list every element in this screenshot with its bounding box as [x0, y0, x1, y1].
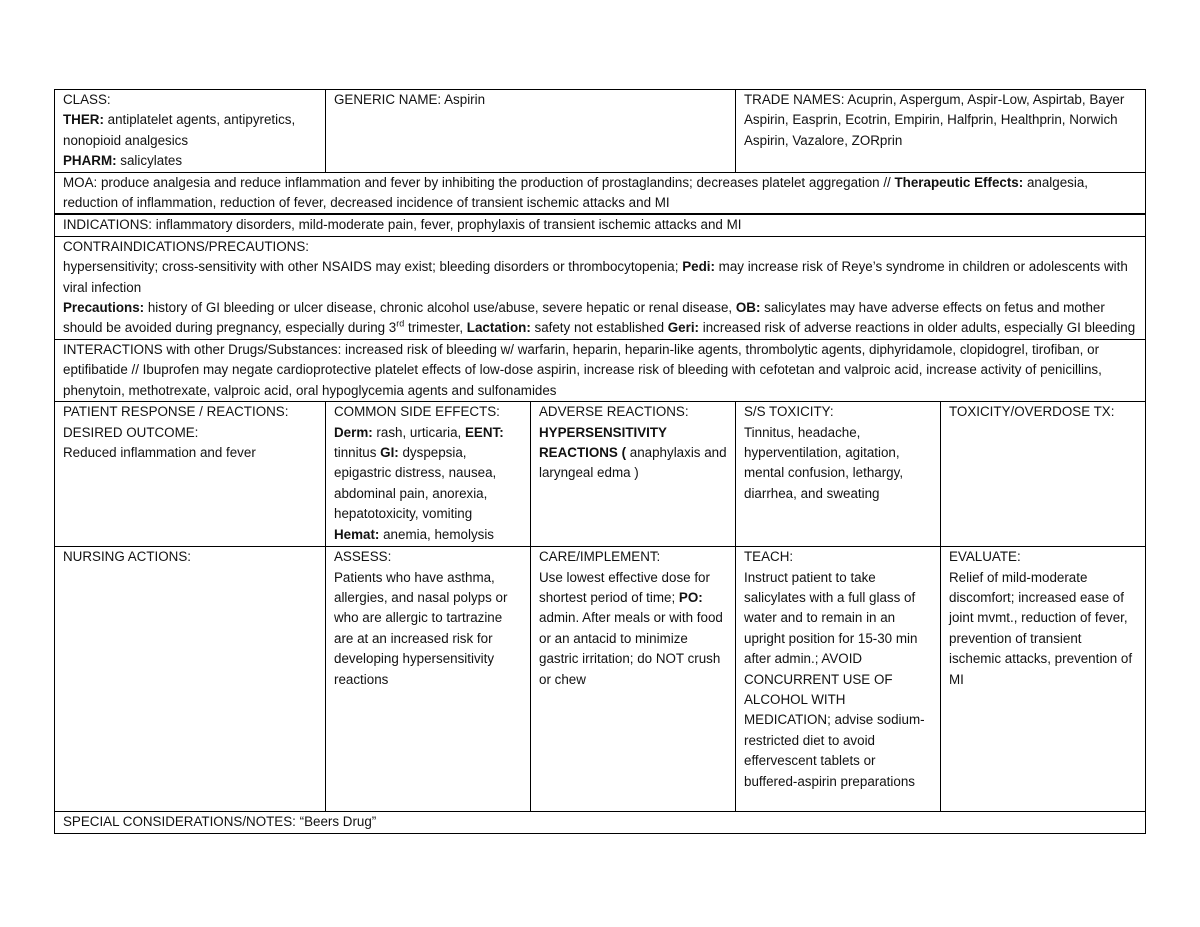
lactation-label: Lactation: — [466, 320, 531, 336]
hemat-value: anemia, hemolysis — [379, 526, 495, 542]
derm-value: rash, urticaria, — [372, 424, 465, 440]
drug-card — [54, 89, 1145, 834]
nursing-actions-heading: NURSING ACTIONS: — [63, 549, 191, 565]
derm-label: Derm: — [334, 424, 373, 440]
assess-heading: ASSESS: — [334, 549, 392, 565]
contraindications-heading: CONTRAINDICATIONS/PRECAUTIONS: — [63, 238, 310, 254]
reactions-row — [55, 402, 1146, 547]
interactions-cell — [55, 339, 1146, 401]
patient-response-cell — [55, 402, 326, 547]
care-implement-cell — [531, 547, 736, 812]
generic-name-cell — [326, 90, 736, 173]
overdose-tx-cell — [941, 402, 1146, 547]
interactions-text: INTERACTIONS with other Drugs/Substances: increased risk of bleeding w/ warfarin, heparin, heparin-like agents, thrombolytic agents, diphyridamole, clopidogrel, tirofiban, or eptifibatide // Ibuprofen may negate cardioprotective platelet effects of low-dose aspirin, increase risk of bleeding with cefotetan and valproic acid, increase activity of penicillins, phenytoin, methotrexate, valproic acid, oral hypoglycemia agents and sulfonamides — [63, 341, 1102, 398]
header-row — [55, 90, 1146, 173]
ss-toxicity-text: Tinnitus, headache, hyperventilation, agitation, mental confusion, lethargy, diarrhea, and sweating — [744, 424, 904, 501]
gi-label: GI: — [380, 444, 399, 460]
trade-names-cell — [736, 90, 1146, 173]
class-heading: CLASS: — [63, 92, 111, 107]
ob-superscript: rd — [396, 319, 405, 329]
contraindications-row — [55, 236, 1146, 339]
adverse-reactions-heading: ADVERSE REACTIONS: — [539, 404, 689, 420]
pharm-label: PHARM: — [63, 153, 117, 169]
class-cell — [55, 90, 326, 173]
geri-value: increased risk of adverse reactions in older adults, especially GI bleeding — [699, 320, 1136, 336]
therapeutic-effects-label: Therapeutic Effects: — [894, 174, 1024, 190]
indications-row — [55, 214, 1146, 236]
po-label: PO: — [678, 589, 703, 605]
care-implement-text: Use lowest effective dose for shortest period of time; — [539, 569, 710, 605]
moa-text: MOA: produce analgesia and reduce inflammation and fever by inhibiting the production of prostaglandins; decreases platelet aggregation // — [63, 174, 895, 190]
overdose-tx-heading: TOXICITY/OVERDOSE TX: — [949, 404, 1115, 420]
evaluate-heading: EVALUATE: — [949, 549, 1021, 565]
special-considerations-text: SPECIAL CONSIDERATIONS/NOTES: “Beers Drug” — [63, 814, 377, 830]
nursing-row — [55, 547, 1146, 812]
pharm-value: salicylates — [116, 153, 183, 169]
nursing-actions-cell — [55, 547, 326, 812]
eent-value: tinnitus — [334, 444, 381, 460]
side-effects-cell — [326, 402, 531, 547]
lactation-value: safety not established — [530, 320, 668, 336]
precautions-value: history of GI bleeding or ulcer disease, chronic alcohol use/abuse, severe hepatic or renal disease, — [144, 300, 736, 316]
assess-text: Patients who have asthma, allergies, and nasal polyps or who are allergic to tartrazine are at an increased risk for developing hypersensitivity reactions — [334, 569, 508, 687]
precautions-label: Precautions: — [63, 300, 145, 316]
ther-label: THER: — [63, 112, 104, 128]
ss-toxicity-cell — [736, 402, 941, 547]
desired-outcome-value: Reduced inflammation and fever — [63, 444, 256, 460]
hemat-label: Hemat: — [334, 526, 380, 542]
moa-row — [55, 172, 1146, 214]
moa-cell — [55, 172, 1146, 214]
assess-cell — [326, 547, 531, 812]
trade-names: TRADE NAMES: Acuprin, Aspergum, Aspir-Low, Aspirtab, Bayer Aspirin, Easprin, Ecotrin, Empirin, Halfprin, Healthprin, Norwich Aspirin, Vazalore, ZORprin — [744, 92, 1125, 148]
therapeutic-effects-value: analgesia, reduction of inflammation, reduction of fever, decreased incidence of transient ischemic attacks and MI — [63, 174, 1088, 211]
gi-value: dyspepsia, epigastric distress, nausea, abdominal pain, anorexia, hepatotoxicity, vomiting — [334, 444, 497, 522]
notes-row — [55, 812, 1146, 833]
teach-heading: TEACH: — [744, 549, 794, 565]
special-considerations-cell — [55, 812, 1146, 833]
desired-outcome-label: DESIRED OUTCOME: — [63, 424, 199, 440]
hypersensitivity-label: HYPERSENSITIVITY REACTIONS ( — [539, 424, 667, 460]
drug-card-table — [54, 89, 1146, 834]
teach-text: Instruct patient to take salicylates with a full glass of water and to remain in an upright position for 15-30 min after admin.; AVOID CONCURRENT USE OF ALCOHOL WITH MEDICATION; advise sodium-restricted diet to avoid effervescent tablets or buffered-aspirin preparations — [744, 569, 925, 789]
patient-response-heading: PATIENT RESPONSE / REACTIONS: — [63, 404, 289, 420]
generic-name: GENERIC NAME: Aspirin — [334, 92, 486, 107]
ob-value: salicylates may have adverse effects on fetus and mother should be avoided during pregnancy, especially during 3 — [63, 300, 1105, 336]
contraindications-cell — [55, 236, 1146, 339]
ob-value-end: trimester, — [404, 320, 467, 336]
ss-toxicity-heading: S/S TOXICITY: — [744, 404, 834, 420]
evaluate-cell — [941, 547, 1146, 812]
ther-value: antiplatelet agents, antipyretics, nonopioid analgesics — [63, 112, 296, 148]
indications-cell — [55, 214, 1146, 236]
contraindications-text: hypersensitivity; cross-sensitivity with other NSAIDS may exist; bleeding disorders or thrombocytopenia; — [63, 259, 683, 275]
evaluate-text: Relief of mild-moderate discomfort; increased ease of joint mvmt., reduction of fever, prevention of transient ischemic attacks, prevention of MI — [949, 569, 1133, 687]
ob-label: OB: — [735, 300, 761, 316]
pedi-label: Pedi: — [682, 259, 715, 275]
pedi-value: may increase risk of Reye’s syndrome in children or adolescents with viral infection — [63, 259, 1128, 295]
adverse-reactions-cell — [531, 402, 736, 547]
indications-text: INDICATIONS: inflammatory disorders, mild-moderate pain, fever, prophylaxis of transient ischemic attacks and MI — [63, 217, 742, 233]
interactions-row — [55, 339, 1146, 401]
teach-cell — [736, 547, 941, 812]
side-effects-heading: COMMON SIDE EFFECTS: — [334, 404, 500, 420]
care-implement-heading: CARE/IMPLEMENT: — [539, 549, 661, 565]
geri-label: Geri: — [667, 320, 700, 336]
eent-label: EENT: — [464, 424, 504, 440]
po-value: admin. After meals or with food or an antacid to minimize gastric irritation; do NOT crush or chew — [539, 610, 723, 687]
hypersensitivity-value: anaphylaxis and laryngeal edma ) — [539, 444, 727, 481]
